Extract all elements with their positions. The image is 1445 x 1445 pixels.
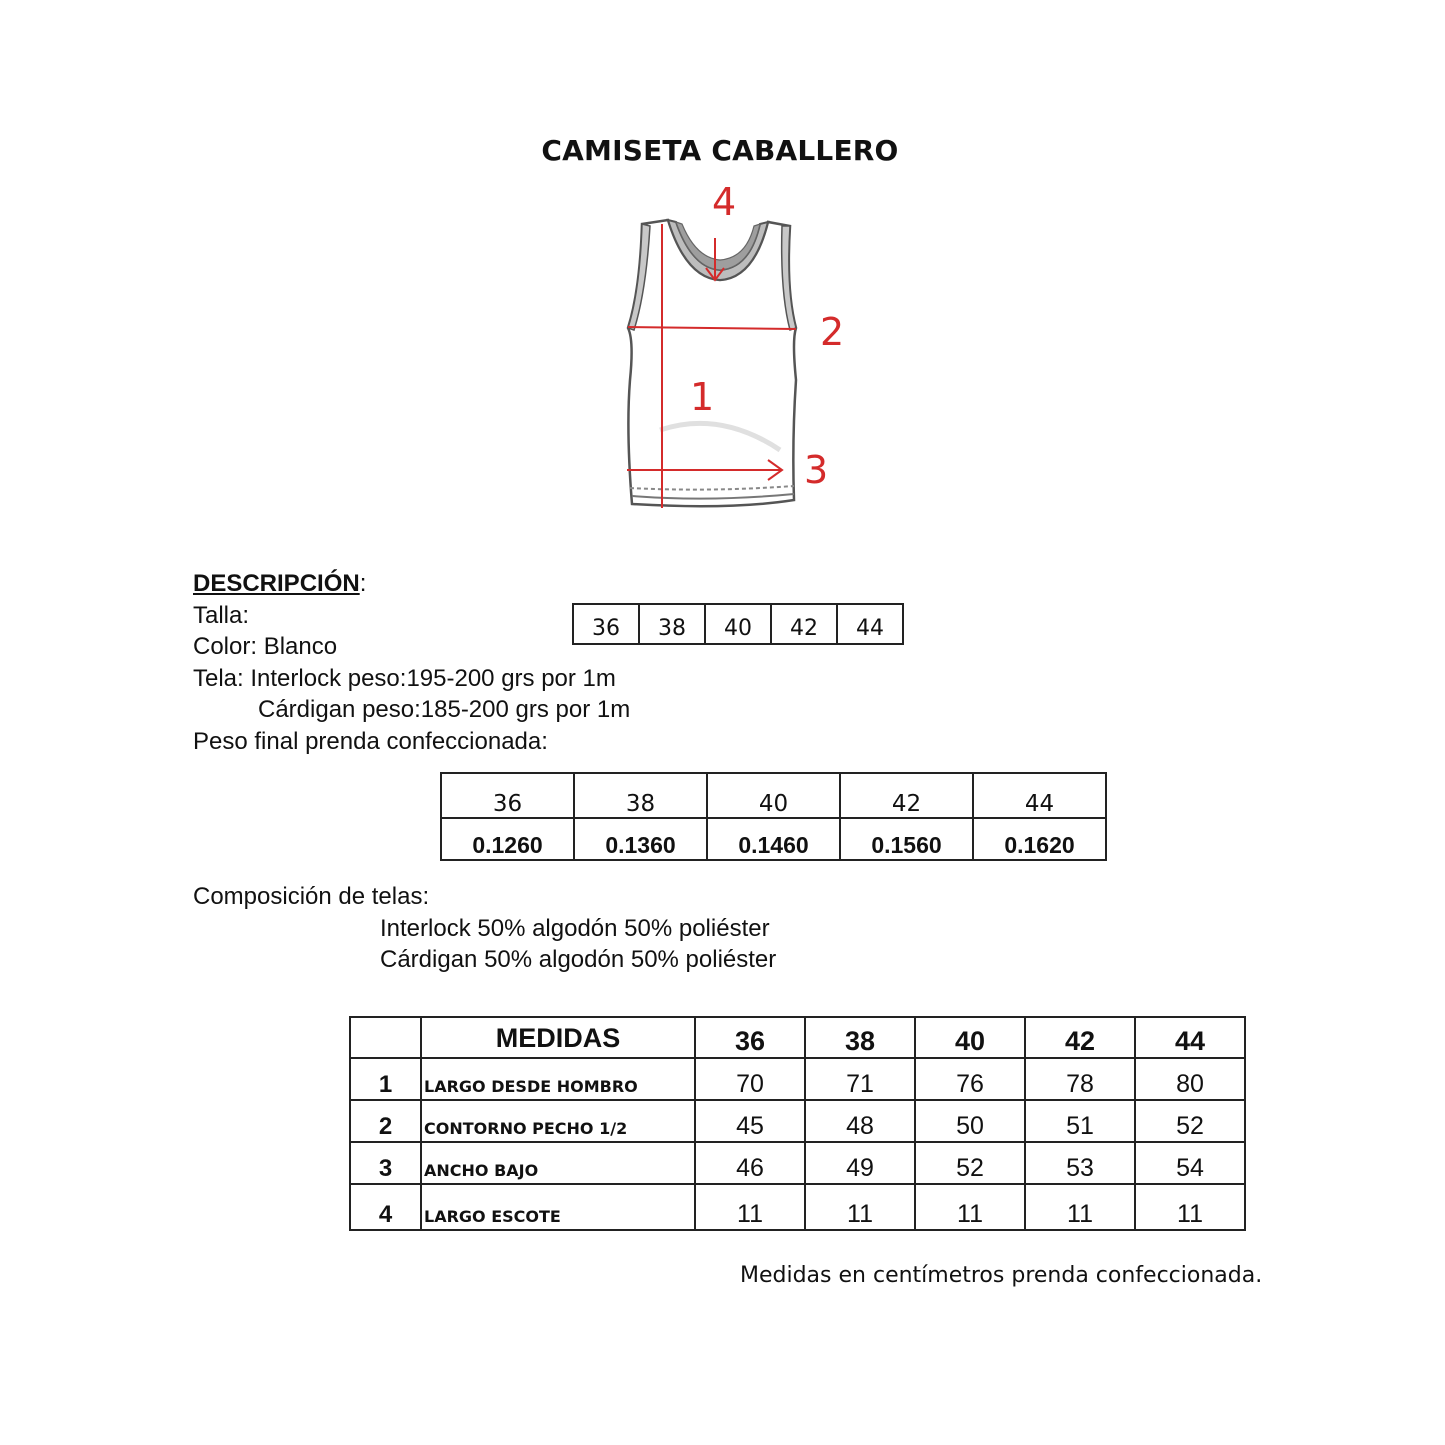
size-cell: 36 [573,604,639,644]
row-value: 49 [805,1142,915,1184]
weight-value: 0.1620 [973,818,1106,860]
row-value: 54 [1135,1142,1245,1184]
description-section [193,568,630,757]
row-value: 11 [695,1184,805,1230]
size-header: 40 [915,1017,1025,1058]
row-value: 70 [695,1058,805,1100]
size-cell: 40 [705,604,771,644]
size-header: 42 [1025,1017,1135,1058]
table-row [350,1142,1245,1184]
row-value: 53 [1025,1142,1135,1184]
measurements-table [349,1016,1246,1231]
footnote: Medidas en centímetros prenda confeccionada. [740,1263,1263,1288]
size-header: 44 [1135,1017,1245,1058]
size-header: 36 [695,1017,805,1058]
row-label: LARGO DESDE HOMBRO [421,1058,695,1100]
talla-label: Talla: [193,601,250,629]
size-cell: 44 [837,604,903,644]
table-row [350,1100,1245,1142]
description-heading-colon: : [359,570,367,597]
cardigan-line: Cárdigan peso:185-200 grs por 1m [258,696,631,723]
page-title: CAMISETA CABALLERO [541,134,899,167]
marker-2: 2 [820,310,845,354]
composition-line: Cárdigan 50% algodón 50% poliéster [380,946,777,973]
weight-value: 0.1560 [840,818,973,860]
size-header: 38 [805,1017,915,1058]
table-row [350,1184,1245,1230]
weight-value: 0.1260 [441,818,574,860]
row-value: 11 [915,1184,1025,1230]
row-value: 11 [1135,1184,1245,1230]
peso-line: Peso final prenda confeccionada: [193,727,548,755]
weight-value: 0.1360 [574,818,707,860]
weight-table [440,772,1107,861]
tela-line: Tela: Interlock peso:195-200 grs por 1m [193,664,616,692]
weight-size-header: 36 [441,773,574,818]
empty-header-cell [350,1017,421,1058]
row-number: 4 [350,1184,421,1230]
row-label: ANCHO BAJO [421,1142,695,1184]
row-label: LARGO ESCOTE [421,1184,695,1230]
composition-line: Interlock 50% algodón 50% poliéster [380,914,770,942]
row-value: 71 [805,1058,915,1100]
row-number: 1 [350,1058,421,1100]
composition-section [193,881,776,976]
garment-diagram [600,180,860,520]
row-value: 51 [1025,1100,1135,1142]
weight-size-header: 42 [840,773,973,818]
sizes-table [572,603,904,645]
marker-3: 3 [804,448,829,492]
row-value: 50 [915,1100,1025,1142]
row-value: 45 [695,1100,805,1142]
marker-4: 4 [712,180,737,224]
weight-size-header: 44 [973,773,1106,818]
composition-heading: Composición de telas: [193,883,430,910]
weight-value: 0.1460 [707,818,840,860]
row-label: CONTORNO PECHO 1/2 [421,1100,695,1142]
color-line: Color: Blanco [193,633,338,660]
row-value: 78 [1025,1058,1135,1100]
size-cell: 42 [771,604,837,644]
marker-1: 1 [690,375,715,419]
row-value: 52 [915,1142,1025,1184]
description-heading: DESCRIPCIÓN [193,570,360,597]
row-value: 76 [915,1058,1025,1100]
row-number: 2 [350,1100,421,1142]
row-value: 80 [1135,1058,1245,1100]
size-cell: 38 [639,604,705,644]
weight-size-header: 40 [707,773,840,818]
row-value: 48 [805,1100,915,1142]
measurements-header: MEDIDAS [421,1017,695,1058]
table-row [350,1058,1245,1100]
row-value: 11 [805,1184,915,1230]
row-value: 11 [1025,1184,1135,1230]
row-value: 46 [695,1142,805,1184]
row-value: 52 [1135,1100,1245,1142]
row-number: 3 [350,1142,421,1184]
weight-size-header: 38 [574,773,707,818]
